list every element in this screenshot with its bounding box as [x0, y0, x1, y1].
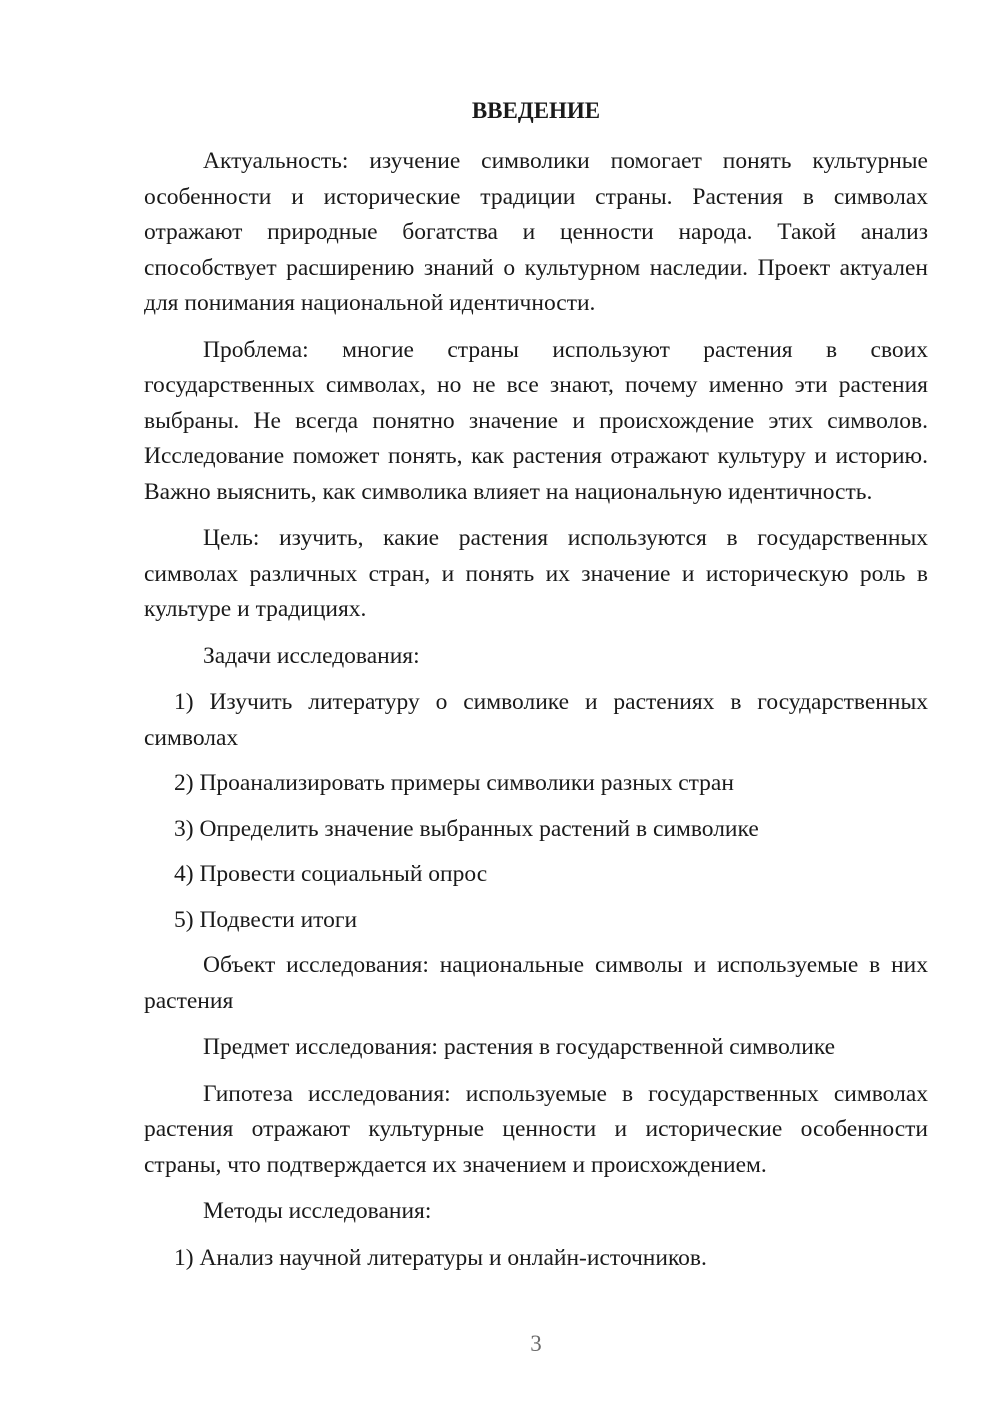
hypothesis-paragraph: Гипотеза исследования: используемые в государственных символах растения отражают культурные ценности и исторические особенности страны, что подтверждается их значением и происхождением. — [144, 1080, 928, 1178]
task-item: 5) Подвести итоги — [174, 906, 358, 933]
task-item: 1) Изучить литературу о символике и растениях в государственных символах — [144, 689, 928, 751]
relevance-paragraph: Актуальность: изучение символики помогает понять культурные особенности и исторические традиции страны. Растения в символах отражают природные богатства и ценности народа. Такой анализ способствует расширению знаний о культурном наследии. Проект актуален для понимания национальной идентичности. — [144, 148, 928, 316]
subject-paragraph: Предмет исследования: растения в государственной символике — [203, 1034, 836, 1060]
section-heading: ВВЕДЕНИЕ — [471, 98, 601, 123]
methods-list — [144, 1241, 928, 1277]
problem-paragraph: Проблема: многие страны используют растения в своих государственных символах, но не все знают, почему именно эти растения выбраны. Не всегда понятно значение и происхождение этих символов. Исследование поможет понять, как растения отражают культуру и историю. Важно выяснить, как символика влияет на национальную идентичность. — [144, 336, 928, 505]
tasks-list — [144, 685, 928, 938]
object-paragraph: Объект исследования: национальные символы и используемые в них растения — [144, 952, 928, 1014]
task-item: 4) Провести социальный опрос — [174, 861, 488, 887]
method-item: 1) Анализ научной литературы и онлайн-источников. — [174, 1244, 707, 1271]
tasks-title: Задачи исследования: — [203, 642, 420, 669]
task-item: 3) Определить значение выбранных растений в символике — [174, 815, 759, 842]
page-number: 3 — [530, 1331, 542, 1356]
goal-paragraph: Цель: изучить, какие растения используются в государственных символах различных стран, и понять их значение и историческую роль в культуре и традициях. — [144, 525, 928, 622]
document-page — [144, 96, 928, 1286]
task-item: 2) Проанализировать примеры символики разных стран — [174, 770, 734, 796]
methods-title: Методы исследования: — [203, 1198, 432, 1224]
